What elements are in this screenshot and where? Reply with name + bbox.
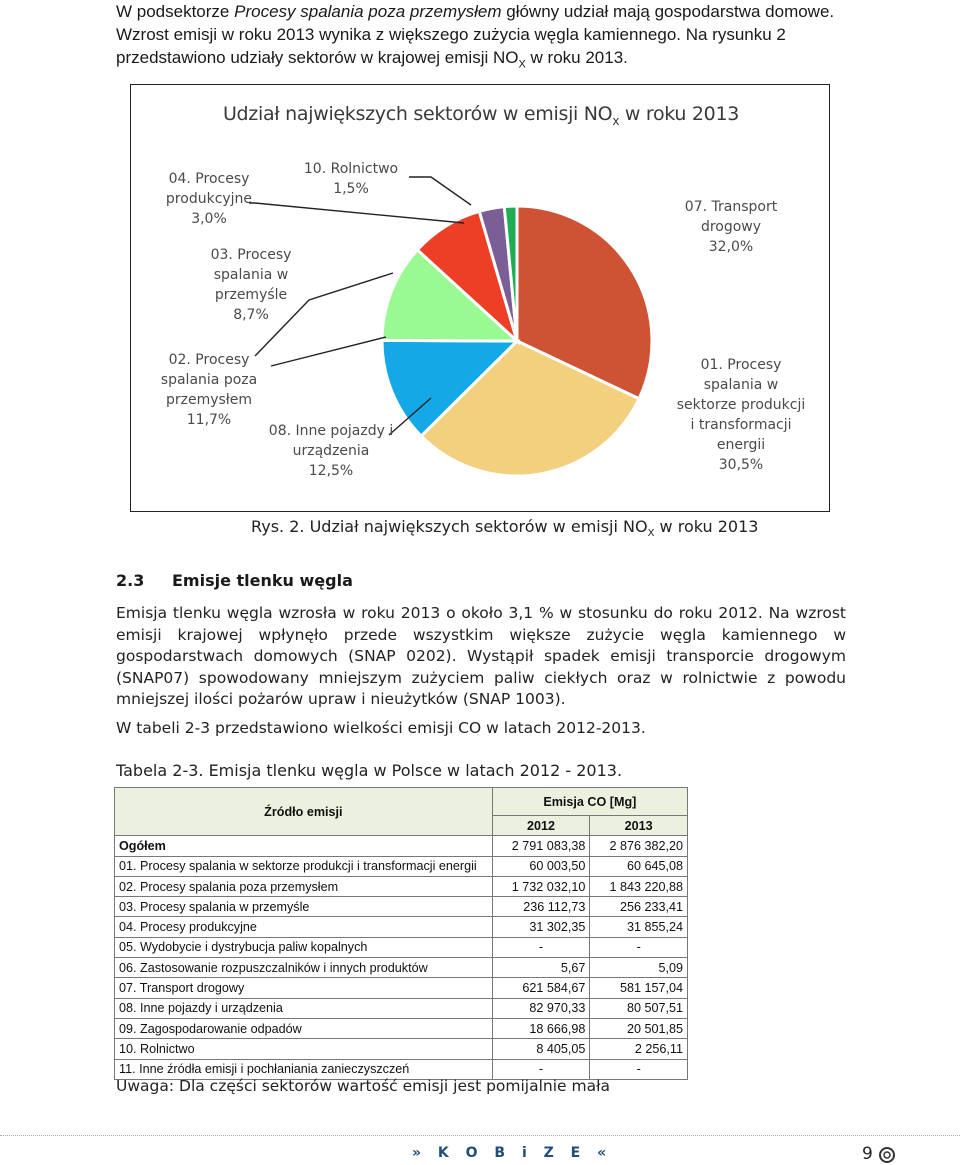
table-row [115,998,688,1018]
table-row [115,836,688,856]
table-row [115,856,688,876]
pie-label-line: przemyśle [214,287,288,303]
value-2012: 8 405,05 [492,1039,590,1059]
page-number: 9 [862,1144,873,1164]
value-2013: 5,09 [590,958,688,978]
value-2012: 236 112,73 [492,897,590,917]
intro-line-2: Wzrost emisji w roku 2013 wynika z większego zużycia węgla kamiennego. Na rysunku 2 [116,25,786,44]
value-2013: 581 157,04 [590,978,688,998]
value-2012: 82 970,33 [492,998,590,1018]
row-label: 11. Inne źródła emisji i pochłaniania zanieczyszczeń [115,1059,493,1079]
pie-label-line: 32,0% [708,239,754,255]
footer-brand: » K O B i Z E « [412,1145,613,1161]
pie-label-line: spalania poza [160,372,258,388]
paragraph-table-intro: W tabeli 2-3 przedstawiono wielkości emisji CO w latach 2012-2013. [116,719,646,737]
value-2013: 31 855,24 [590,917,688,937]
value-2012: 60 003,50 [492,856,590,876]
pie-label-line: 8,7% [233,307,269,323]
pie-label-transport [651,197,811,257]
table-row [115,1039,688,1059]
paragraph-co-emission: Emisja tlenku węgla wzrosła w roku 2013 o około 3,1 % w stosunku do roku 2012. Na wzrost emisji krajowej wpłynęło przede wszystkim większe zużycie węgla kamiennego w gospodarstwach domowych (SNAP 0202). Wystąpił spadek emisji transporcie drogowym (SNAP07) spowodowany mniejszym zużyciem paliw ciekłych oraz w rolnictwie z powodu mniejszej ilości pożarów upraw i nieużytków (SNAP 1003). [116,604,846,708]
table-row [115,897,688,917]
row-label: 01. Procesy spalania w sektorze produkcji i transformacji energii [115,856,493,876]
footer-divider [0,1135,960,1136]
row-label: 08. Inne pojazdy i urządzenia [115,998,493,1018]
pie-label-line: 04. Procesy [168,171,250,187]
table-row [115,1018,688,1038]
value-2012: 621 584,67 [492,978,590,998]
pie-label-line: 08. Inne pojazdy i [268,423,394,439]
pie-label-line: produkcyjne [165,191,253,207]
pie-label-line: spalania w [213,267,289,283]
section-title: Emisje tlenku węgla [172,571,353,590]
table-body [115,836,688,1080]
header-year-2012: 2012 [492,816,590,836]
value-2013: 1 843 220,88 [590,876,688,896]
table-row [115,917,688,937]
row-label: 09. Zagospodarowanie odpadów [115,1018,493,1038]
row-label: 10. Rolnictwo [115,1039,493,1059]
value-2012: 5,67 [492,958,590,978]
value-2012: - [492,1059,590,1079]
pie-label-line: 1,5% [333,181,369,197]
co-emission-table [114,787,688,1080]
pie-label-line: 12,5% [308,463,354,479]
pie-label-line: 30,5% [718,457,764,473]
pie-label-line: 02. Procesy [168,352,250,368]
section-heading [116,571,353,590]
row-label: 04. Procesy produkcyjne [115,917,493,937]
table-row [115,937,688,957]
table-title: Tabela 2-3. Emisja tlenku węgla w Polsce w latach 2012 - 2013. [116,761,623,780]
value-2013: 80 507,51 [590,998,688,1018]
kobize-ring-icon [878,1146,896,1164]
table-row [115,958,688,978]
pie-label-line: energii [716,437,766,453]
pie-label-line: spalania w [703,377,779,393]
pie-label-line: drogowy [700,219,762,235]
pie-label-line: 10. Rolnictwo [303,161,399,177]
section-number: 2.3 [116,571,145,590]
table-row [115,876,688,896]
value-2012: 2 791 083,38 [492,836,590,856]
pie-label-line: 11,7% [186,412,232,428]
pie-chart-frame [130,84,830,512]
pie-label-line: urządzenia [292,443,370,459]
pie-leader-line [249,203,464,223]
value-2012: 31 302,35 [492,917,590,937]
pie-label-outside-industry [149,350,269,430]
pie-label-line: 07. Transport [684,199,778,215]
row-label: 03. Procesy spalania w przemyśle [115,897,493,917]
pie-label-industry [191,245,311,325]
header-year-2013: 2013 [590,816,688,836]
chart-title: Udział największych sektorów w emisji $NO_x$ w roku 2013 [222,103,740,128]
pie-label-line: i transformacji [690,417,792,433]
pie-label-other-vehicles [261,421,401,481]
pie-leader-line [409,177,471,205]
intro-line-1: W podsektorze Procesy spalania poza przemysłem główny udział mają gospodarstwa domowe. [116,2,835,21]
intro-paragraph [116,0,846,76]
table-row [115,978,688,998]
pie-label-line: 3,0% [191,211,227,227]
figure-caption: Rys. 2. Udział największych sektorów w emisji $NO_X$ w roku 2013 [251,517,759,540]
pie-label-energy [661,355,821,475]
value-2013: 60 645,08 [590,856,688,876]
row-label: 05. Wydobycie i dystrybucja paliw kopalnych [115,937,493,957]
value-2013: 2 876 382,20 [590,836,688,856]
pie-leader-line [271,337,386,366]
pie-label-line: sektorze produkcji [676,397,806,413]
row-label: 06. Zastosowanie rozpuszczalników i innych produktów [115,958,493,978]
value-2013: - [590,937,688,957]
intro-italic-term: Procesy spalania poza przemysłem [234,2,502,21]
pie-label-production [149,169,269,229]
pie-label-agriculture [291,159,411,199]
value-2012: - [492,937,590,957]
value-2012: 18 666,98 [492,1018,590,1038]
header-source: Źródło emisji [115,788,493,836]
header-emission-group: Emisja CO [Mg] [492,788,687,816]
value-2013: 20 501,85 [590,1018,688,1038]
row-label: 02. Procesy spalania poza przemysłem [115,876,493,896]
value-2013: 2 256,11 [590,1039,688,1059]
intro-line-3: przedstawiono udziały sektorów w krajowej emisji $NO_X$ w roku 2013. [116,48,628,71]
pie-label-line: 03. Procesy [210,247,292,263]
row-label: 07. Transport drogowy [115,978,493,998]
pie-label-line: przemysłem [165,392,253,408]
table-note: Uwaga: Dla części sektorów wartość emisji jest pomijalnie mała [116,1077,611,1095]
row-label: Ogółem [115,836,493,856]
value-2012: 1 732 032,10 [492,876,590,896]
value-2013: 256 233,41 [590,897,688,917]
pie-label-line: 01. Procesy [700,357,782,373]
value-2013: - [590,1059,688,1079]
